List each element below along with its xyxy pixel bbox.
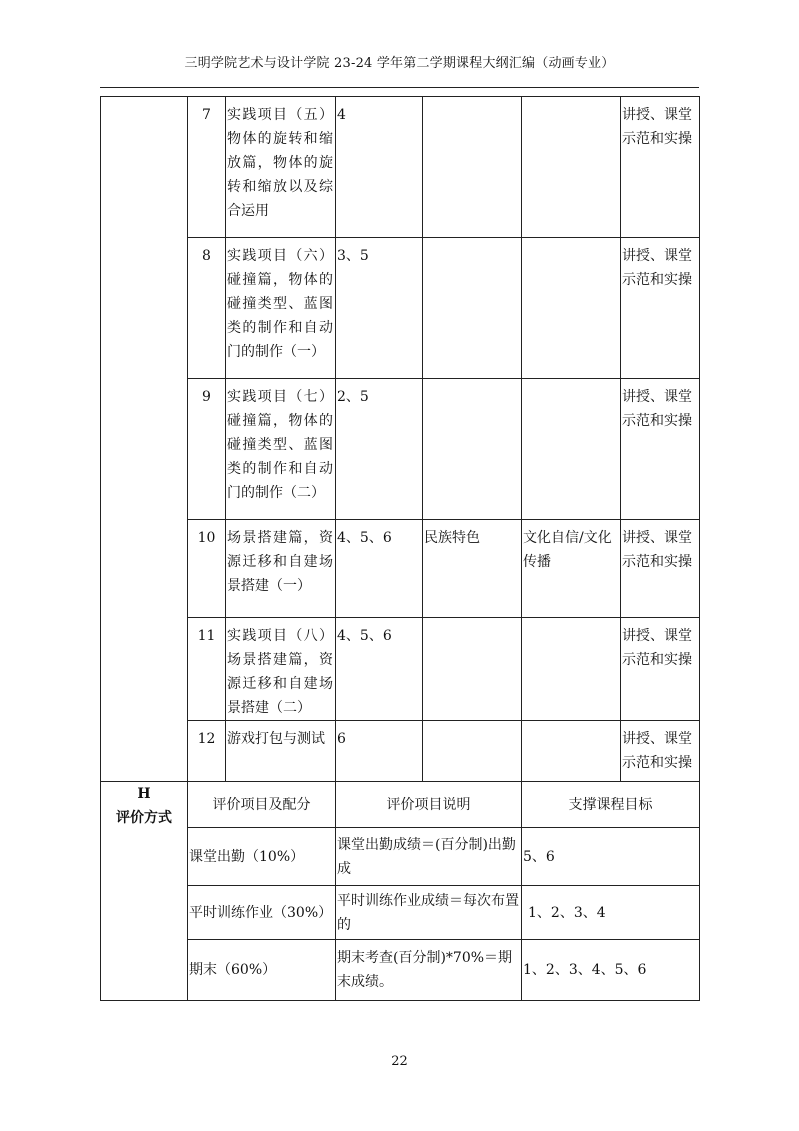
eval-targets-cell: 1、2、3、4、5、6 (522, 940, 700, 1001)
evaluation-section-label (101, 782, 188, 1001)
header-rule (100, 87, 699, 88)
ideology-cell (522, 238, 621, 379)
topic-cell: 实践项目（七）碰撞篇，物体的碰撞类型、蓝图类的制作和自动门的制作（二） (226, 379, 336, 520)
ideology-cell (522, 618, 621, 721)
evaluation-row (101, 828, 700, 886)
evaluation-row (101, 886, 700, 940)
evaluation-header-row (101, 782, 700, 828)
method-cell: 讲授、课堂示范和实操 (621, 520, 700, 618)
eval-header-item: 评价项目及配分 (188, 782, 336, 828)
eval-targets-cell: 1、2、3、4 (522, 886, 700, 940)
feature-cell (423, 721, 522, 782)
table-row (101, 520, 700, 618)
eval-header-desc: 评价项目说明 (336, 782, 522, 828)
eval-desc-cell: 课堂出勤成绩＝(百分制)出勤成 (336, 828, 522, 886)
syllabus-table (100, 96, 700, 1001)
topic-cell: 实践项目（五）物体的旋转和缩放篇，物体的旋转和缩放以及综合运用 (226, 97, 336, 238)
objectives-cell: 4、5、6 (336, 618, 423, 721)
row-number: 8 (188, 238, 226, 379)
method-cell: 讲授、课堂示范和实操 (621, 97, 700, 238)
section-letter: H (137, 786, 151, 802)
ideology-cell (522, 379, 621, 520)
objectives-cell: 4 (336, 97, 423, 238)
table-row (101, 238, 700, 379)
ideology-cell (522, 97, 621, 238)
feature-cell (423, 97, 522, 238)
topic-cell: 游戏打包与测试 (226, 721, 336, 782)
method-cell: 讲授、课堂示范和实操 (621, 618, 700, 721)
method-cell: 讲授、课堂示范和实操 (621, 238, 700, 379)
page-number: 22 (391, 1054, 408, 1069)
method-cell: 讲授、课堂示范和实操 (621, 379, 700, 520)
table-row (101, 618, 700, 721)
feature-cell (423, 238, 522, 379)
eval-item-cell: 平时训练作业（30%） (188, 886, 336, 940)
objectives-cell: 3、5 (336, 238, 423, 379)
eval-targets-cell: 5、6 (522, 828, 700, 886)
table-row (101, 721, 700, 782)
eval-item-cell: 课堂出勤（10%） (188, 828, 336, 886)
row-number: 7 (188, 97, 226, 238)
eval-header-targets: 支撑课程目标 (522, 782, 700, 828)
feature-cell (423, 379, 522, 520)
row-number: 12 (188, 721, 226, 782)
evaluation-row (101, 940, 700, 1001)
row-number: 9 (188, 379, 226, 520)
ideology-cell (522, 721, 621, 782)
left-blank-cell (101, 97, 188, 782)
ideology-cell: 文化自信/文化传播 (522, 520, 621, 618)
topic-cell: 实践项目（六）碰撞篇，物体的碰撞类型、蓝图类的制作和自动门的制作（一） (226, 238, 336, 379)
objectives-cell: 4、5、6 (336, 520, 423, 618)
eval-item-cell: 期末（60%） (188, 940, 336, 1001)
section-title: 评价方式 (116, 810, 172, 826)
table-row (101, 97, 700, 238)
row-number: 11 (188, 618, 226, 721)
topic-cell: 实践项目（八）场景搭建篇，资源迁移和自建场景搭建（二） (226, 618, 336, 721)
feature-cell (423, 618, 522, 721)
objectives-cell: 6 (336, 721, 423, 782)
topic-cell: 场景搭建篇，资源迁移和自建场景搭建（一） (226, 520, 336, 618)
row-number: 10 (188, 520, 226, 618)
page-header: 三明学院艺术与设计学院 23-24 学年第二学期课程大纲汇编（动画专业） (184, 56, 615, 71)
feature-cell: 民族特色 (423, 520, 522, 618)
eval-desc-cell: 期末考查(百分制)*70%＝期末成绩。 (336, 940, 522, 1001)
eval-desc-cell: 平时训练作业成绩＝每次布置的 (336, 886, 522, 940)
table-row (101, 379, 700, 520)
objectives-cell: 2、5 (336, 379, 423, 520)
method-cell: 讲授、课堂示范和实操 (621, 721, 700, 782)
